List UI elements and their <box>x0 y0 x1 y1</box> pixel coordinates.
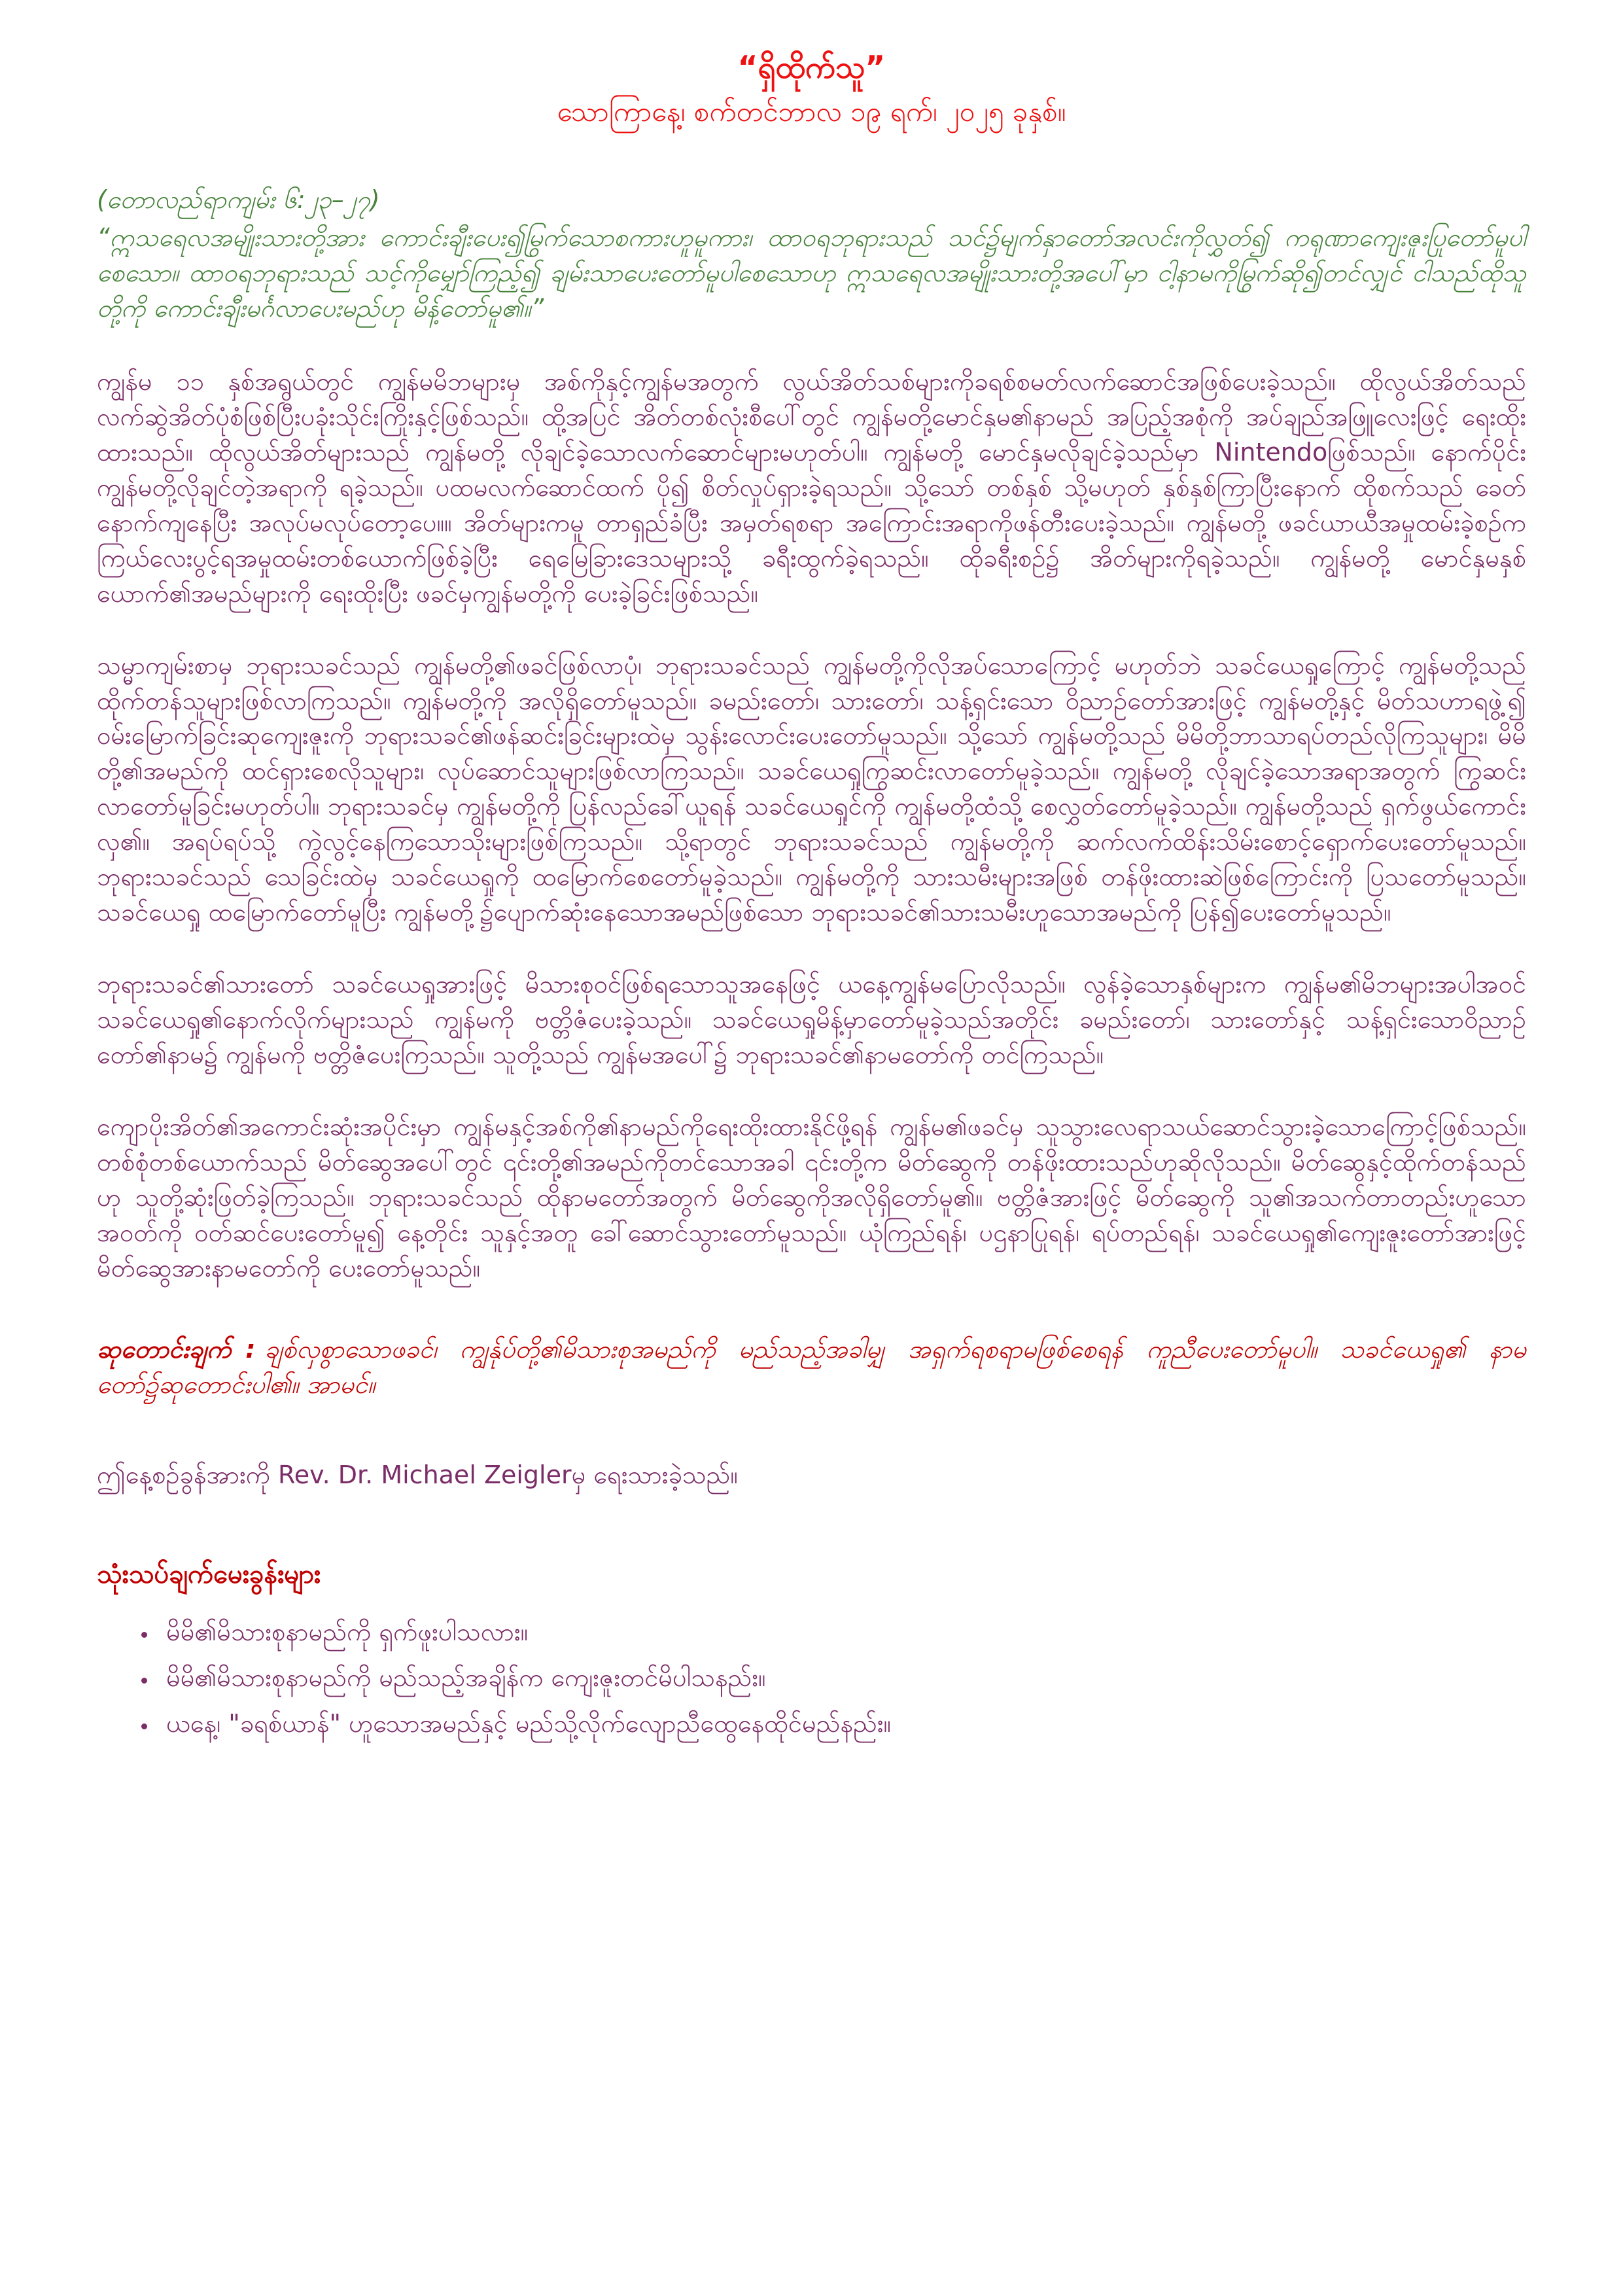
scripture-quote: “ဣသရေလအမျိုးသားတို့အား ကောင်းချီးပေး၍မြွက်သောစကားဟူမူကား၊ ထာဝရဘုရားသည် သင်၌မျက်နှာတော်အလင်းကိုလွှတ်၍ ကရုဏာကျေးဇူးပြုတော်မူပါစေသော။ ထာဝရဘုရားသည် သင့်ကိုမျှော်ကြည့်၍ ချမ်းသာပေးတော်မူပါစေသောဟု ဣသရေလအမျိုးသားတို့အပေါ်မှာ ငါ့နာမကိုမြွက်ဆို၍တင်လျှင် ငါသည်ထိုသူတို့ကို ကောင်းချီးမင်္ဂလာပေးမည်ဟု မိန့်တော်မူ၏။” <box>97 223 1526 323</box>
document-title: “ရှိထိုက်သူ” <box>737 50 886 86</box>
devotion-paragraph-1: ကျွန်မ ၁၁ နှစ်အရွယ်တွင် ကျွန်မမိဘများမှ အစ်ကိုနှင့်ကျွန်မအတွက် လွယ်အိတ်သစ်များကိုခရစ်စမတ်လက်ဆောင်အဖြစ်ပေးခဲ့သည်။ ထိုလွယ်အိတ်သည် လက်ဆွဲအိတ်ပုံစံဖြစ်ပြီးပခုံးသိုင်းကြိုးနှင့်ဖြစ်သည်။ ထို့အပြင် အိတ်တစ်လုံးစီပေါ်တွင် ကျွန်မတို့မောင်နှမ၏နာမည် အပြည့်အစုံကို အပ်ချည်အဖြူလေးဖြင့် ရေးထိုးထားသည်။ ထိုလွယ်အိတ်များသည် ကျွန်မတို့ လိုချင်ခဲ့သောလက်ဆောင်များမဟုတ်ပါ။ ကျွန်မတို့ မောင်နှမလိုချင်ခဲ့သည်မှာ Nintendoဖြစ်သည်။ နောက်ပိုင်း ကျွန်မတို့လိုချင်တဲ့အရာကို ရခဲ့သည်။ ပထမလက်ဆောင်ထက် ပို၍ စိတ်လှုပ်ရှားခဲ့ရသည်။ သို့သော် တစ်နှစ် သို့မဟုတ် နှစ်နှစ်ကြာပြီးနောက် ထိုစက်သည် ခေတ်နောက်ကျနေပြီး အလုပ်မလုပ်တော့ပေ။။ အိတ်များကမူ တာရှည်ခံပြီး အမှတ်ရစရာ အကြောင်းအရာကိုဖန်တီးပေးခဲ့သည်။ ကျွန်မတို့ ဖခင်ယာယီအမှုထမ်းခဲ့စဉ်က ကြယ်လေးပွင့်ရအမှုထမ်းတစ်ယောက်ဖြစ်ခဲ့ပြီး ရေမြေခြားဒေသများသို့ ခရီးထွက်ခဲ့ရသည်။ ထိုခရီးစဉ်၌ အိတ်များကိုရခဲ့သည်။ ကျွန်မတို့ မောင်နှမနှစ်ယောက်၏အမည်များကို ရေးထိုးပြီး ဖခင်မှကျွန်မတို့ကို ပေးခဲ့ခြင်းဖြစ်သည်။ <box>97 366 1526 608</box>
prayer-label: ဆုတောင်းချက် <box>97 1334 232 1364</box>
document-header <box>97 47 1526 132</box>
devotion-body <box>97 364 1526 1286</box>
devotion-paragraph-3: ဘုရားသခင်၏သားတော် သခင်ယေရှုအားဖြင့် မိသားစုဝင်ဖြစ်ရသောသူအနေဖြင့် ယနေ့ကျွန်မပြောလိုသည်။ လွန်ခဲ့သောနှစ်များက ကျွန်မ၏မိဘများအပါအဝင် သခင်ယေရှု၏နောက်လိုက်များသည် ကျွန်မကို ဗတ္တိဇံပေးခဲ့သည်။ သခင်ယေရှုမိန့်မှာတော်မူခဲ့သည်အတိုင်း ခမည်းတော်၊ သားတော်နှင့် သန့်ရှင်းသောဝိညာဉ်တော်၏နာမ၌ ကျွန်မကို ဗတ္တိဇံပေးကြသည်။ သူတို့သည် ကျွန်မအပေါ်၌ ဘုရားသခင်၏နာမတော်ကို တင်ကြသည်။ <box>97 970 1526 1070</box>
questions-heading: သုံးသပ်ချက်မေးခွန်းများ <box>97 1559 321 1589</box>
prayer-section <box>97 1332 1526 1403</box>
devotion-paragraph-2: သမ္မာကျမ်းစာမှ ဘုရားသခင်သည် ကျွန်မတို့၏ဖခင်ဖြစ်လာပုံ၊ ဘုရားသခင်သည် ကျွန်မတို့ကိုလိုအပ်သောကြောင့် မဟုတ်ဘဲ သခင်ယေရှုကြောင့် ကျွန်မတို့သည် ထိုက်တန်သူများဖြစ်လာကြသည်။ ကျွန်မတို့ကို အလိုရှိတော်မူသည်။ ခမည်းတော်၊ သားတော်၊ သန့်ရှင်းသော ဝိညာဉ်တော်အားဖြင့် ကျွန်မတို့နှင့် မိတ်သဟာရဖွဲ့၍ ဝမ်းမြောက်ခြင်းဆုကျေးဇူးကို ဘုရားသခင်၏ဖန်ဆင်းခြင်းများထဲမှ သွန်းလောင်းပေးတော်မူသည်။ သို့သော် ကျွန်မတို့သည် မိမိတို့ဘာသာရပ်တည်လိုကြသူများ၊ မိမိတို့၏အမည်ကို ထင်ရှားစေလိုသူများ၊ လုပ်ဆောင်သူများဖြစ်လာကြသည်။ သခင်ယေရှုကြွဆင်းလာတော်မူခဲ့သည်။ ကျွန်မတို့ လိုချင်ခဲ့သောအရာအတွက် ကြွဆင်းလာတော်မူခြင်းမဟုတ်ပါ။ ဘုရားသခင်မှ ကျွန်မတို့ကို ပြန်လည်ခေါ်ယူရန် သခင်ယေရှုင်ကို ကျွန်မတို့ထံသို့ စေလွှတ်တော်မူခဲ့သည်။ ကျွန်မတို့သည် ရှက်ဖွယ်ကောင်းလှ၏။ အရပ်ရပ်သို့ ကွဲလွင့်နေကြသောသိုးများဖြစ်ကြသည်။ သို့ရာတွင် ဘုရားသခင်သည် ကျွန်မတို့ကို ဆက်လက်ထိန်းသိမ်းစောင့်ရှောက်ပေးတော်မူသည်။ ဘုရားသခင်သည် သေခြင်းထဲမှ သခင်ယေရှုကို ထမြောက်စေတော်မူခဲ့သည်။ ကျွန်မတို့ကို သားသမီးများအဖြစ် တန်ဖိုးထားဆဲဖြစ်ကြောင်းကို ပြသတော်မူသည်။ သခင်ယေရှု ထမြောက်တော်မူပြီး ကျွန်မတို့၌ပျောက်ဆုံးနေသောအမည်ဖြစ်သော ဘုရားသခင်၏သားသမီးဟူသောအမည်ကို ပြန်၍ပေးတော်မူသည်။ <box>97 650 1526 927</box>
questions-list <box>97 1615 1526 1742</box>
prayer-text: ချစ်လှစွာသောဖခင်၊ ကျွန်ုပ်တို့၏မိသားစုအမည်ကို မည်သည့်အခါမျှ အရှက်ရစရာမဖြစ်စေရန် ကူညီပေးတော်မူပါ။ သခင်ယေရှု၏ နာမတော်၌ဆုတောင်းပါ၏။ အာမင်။ <box>97 1334 1526 1399</box>
devotion-paragraph-4: ကျောပိုးအိတ်၏အကောင်းဆုံးအပိုင်းမှာ ကျွန်မနှင့်အစ်ကို၏နာမည်ကိုရေးထိုးထားနိုင်ဖို့ရန် ကျွန်မ၏ဖခင်မှ သူသွားလေရာသယ်ဆောင်သွားခဲ့သောကြောင့်ဖြစ်သည်။ တစ်စုံတစ်ယောက်သည် မိတ်ဆွေအပေါ်တွင် ၎င်းတို့၏အမည်ကိုတင်သောအခါ ၎င်းတို့က မိတ်ဆွေကို တန်ဖိုးထားသည်ဟုဆိုလိုသည်။ မိတ်ဆွေနှင့်ထိုက်တန်သည်ဟု သူတို့ဆုံးဖြတ်ခဲ့ကြသည်။ ဘုရားသခင်သည် ထိုနာမတော်အတွက် မိတ်ဆွေကိုအလိုရှိတော်မူ၏။ ဗတ္တိဇံအားဖြင့် မိတ်ဆွေကို သူ၏အသက်တာတည်းဟူသောအဝတ်ကို ဝတ်ဆင်ပေးတော်မူ၍ နေ့တိုင်း သူနှင့်အတူ ခေါ်ဆောင်သွားတော်မူသည်။ ယုံကြည်ရန်၊ ပဌနာပြုရန်၊ ရပ်တည်ရန်၊ သခင်ယေရှု၏ကျေးဇူးတော်အားဖြင့် မိတ်ဆွေအားနာမတော်ကို ပေးတော်မူသည်။ <box>97 1112 1526 1282</box>
question-item-2: • မိမိ၏မိသားစုနာမည်ကို မည်သည့်အချိန်က ကျေးဇူးတင်မိပါသနည်း။ <box>157 1661 1526 1696</box>
prayer-paragraph <box>97 1332 1526 1403</box>
reflection-questions-section <box>97 1556 1526 1742</box>
prayer-colon: : <box>245 1334 256 1364</box>
question-item-3: • ယနေ့၊ "ခရစ်ယာန်" ဟူသောအမည်နှင့် မည်သို့လိုက်လျောညီထွေနေထိုင်မည်နည်း။ <box>157 1706 1526 1742</box>
scripture-reference: (တောလည်ရာကျမ်း ၆:၂၃–၂၇) <box>97 185 380 215</box>
scripture-section <box>97 183 1526 327</box>
document-date: သောကြာနေ့၊ စက်တင်ဘာလ ၁၉ ရက်၊ ၂၀၂၅ ခုနှစ်။ <box>557 96 1066 128</box>
attribution-line: ဤနေ့စဉ်ခွန်အားကို Rev. Dr. Michael Zeiglerမှ ရေးသားခဲ့သည်။ <box>97 1460 738 1489</box>
question-item-1: • မိမိ၏မိသားစုနာမည်ကို ရှက်ဖူးပါသလား။ <box>157 1615 1526 1650</box>
